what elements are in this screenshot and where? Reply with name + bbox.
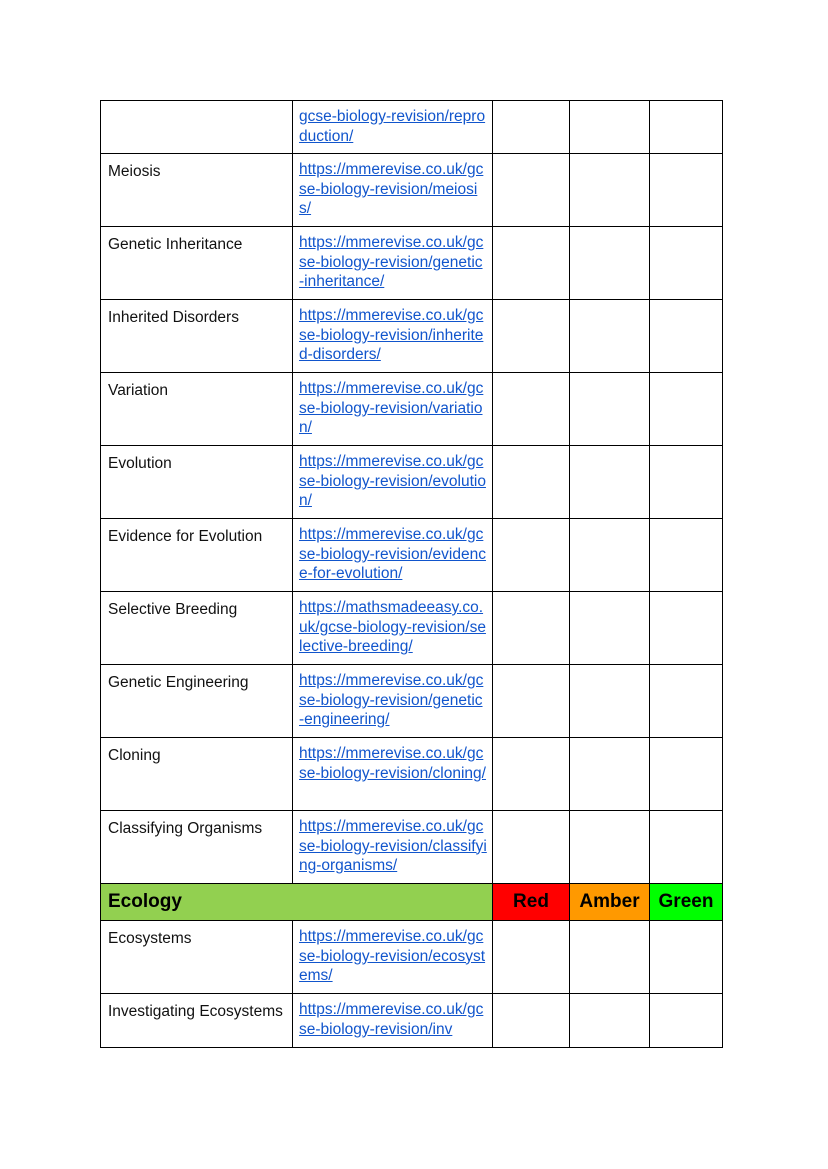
table-row <box>101 227 723 300</box>
rag-cell-red[interactable] <box>493 373 570 446</box>
table-row <box>101 446 723 519</box>
rag-cell-amber[interactable] <box>570 446 650 519</box>
rag-cell-green[interactable] <box>650 101 723 154</box>
table-row <box>101 101 723 154</box>
rag-cell-green[interactable] <box>650 738 723 811</box>
rag-cell-amber[interactable] <box>570 300 650 373</box>
topic-cell: Evidence for Evolution <box>101 519 293 592</box>
section-title: Ecology <box>101 884 493 921</box>
rag-cell-green[interactable] <box>650 300 723 373</box>
rag-cell-amber[interactable] <box>570 811 650 884</box>
resource-link[interactable]: https://mmerevise.co.uk/gcse-biology-revision/ecosystems/ <box>299 928 486 984</box>
rag-cell-red[interactable] <box>493 300 570 373</box>
link-cell <box>293 101 493 154</box>
rag-cell-red[interactable] <box>493 101 570 154</box>
table-row <box>101 300 723 373</box>
resource-link[interactable]: https://mmerevise.co.uk/gcse-biology-revision/cloning/ <box>299 745 486 782</box>
rag-cell-red[interactable] <box>493 154 570 227</box>
rag-cell-red[interactable] <box>493 665 570 738</box>
rag-cell-amber[interactable] <box>570 519 650 592</box>
resource-link[interactable]: gcse-biology-revision/reproduction/ <box>299 108 486 145</box>
link-cell <box>293 154 493 227</box>
rag-cell-green[interactable] <box>650 665 723 738</box>
resource-link[interactable]: https://mmerevise.co.uk/gcse-biology-revision/inv <box>299 1001 484 1038</box>
rag-cell-amber[interactable] <box>570 738 650 811</box>
link-cell <box>293 738 493 811</box>
rag-cell-red[interactable] <box>493 446 570 519</box>
rag-cell-green[interactable] <box>650 154 723 227</box>
link-cell <box>293 446 493 519</box>
rag-cell-red[interactable] <box>493 811 570 884</box>
table-row <box>101 811 723 884</box>
topic-cell: Meiosis <box>101 154 293 227</box>
rag-cell-amber[interactable] <box>570 921 650 994</box>
resource-link[interactable]: https://mathsmadeeasy.co.uk/gcse-biology-revision/selective-breeding/ <box>299 599 486 655</box>
table-row <box>101 665 723 738</box>
rag-cell-green[interactable] <box>650 921 723 994</box>
link-cell <box>293 300 493 373</box>
topic-cell: Variation <box>101 373 293 446</box>
table-row <box>101 519 723 592</box>
topic-cell: Ecosystems <box>101 921 293 994</box>
table-row <box>101 592 723 665</box>
resource-link[interactable]: https://mmerevise.co.uk/gcse-biology-revision/classifying-organisms/ <box>299 818 487 874</box>
rag-header-red: Red <box>493 884 570 921</box>
resource-link[interactable]: https://mmerevise.co.uk/gcse-biology-revision/meiosis/ <box>299 161 484 217</box>
rag-cell-red[interactable] <box>493 227 570 300</box>
rag-cell-green[interactable] <box>650 519 723 592</box>
topic-cell: Investigating Ecosystems <box>101 994 293 1048</box>
rag-cell-amber[interactable] <box>570 665 650 738</box>
rag-cell-red[interactable] <box>493 994 570 1048</box>
rag-cell-amber[interactable] <box>570 101 650 154</box>
table-row <box>101 154 723 227</box>
rag-header-green: Green <box>650 884 723 921</box>
resource-link[interactable]: https://mmerevise.co.uk/gcse-biology-revision/inherited-disorders/ <box>299 307 484 363</box>
topic-cell: Inherited Disorders <box>101 300 293 373</box>
link-cell <box>293 227 493 300</box>
table-row <box>101 373 723 446</box>
topic-cell: Classifying Organisms <box>101 811 293 884</box>
table-row <box>101 738 723 811</box>
table-row <box>101 921 723 994</box>
topic-cell <box>101 101 293 154</box>
link-cell <box>293 519 493 592</box>
section-header-row <box>101 884 723 921</box>
resource-link[interactable]: https://mmerevise.co.uk/gcse-biology-revision/variation/ <box>299 380 484 436</box>
table-row <box>101 994 723 1048</box>
rag-header-amber: Amber <box>570 884 650 921</box>
link-cell <box>293 373 493 446</box>
link-cell <box>293 811 493 884</box>
link-cell <box>293 921 493 994</box>
link-cell <box>293 665 493 738</box>
link-cell <box>293 994 493 1048</box>
topic-cell: Selective Breeding <box>101 592 293 665</box>
rag-cell-amber[interactable] <box>570 994 650 1048</box>
rag-cell-green[interactable] <box>650 446 723 519</box>
rag-cell-red[interactable] <box>493 921 570 994</box>
rag-cell-amber[interactable] <box>570 154 650 227</box>
rag-cell-amber[interactable] <box>570 592 650 665</box>
rag-cell-green[interactable] <box>650 811 723 884</box>
resource-link[interactable]: https://mmerevise.co.uk/gcse-biology-revision/evidence-for-evolution/ <box>299 526 486 582</box>
rag-cell-green[interactable] <box>650 227 723 300</box>
rag-cell-amber[interactable] <box>570 373 650 446</box>
rag-cell-red[interactable] <box>493 592 570 665</box>
topic-cell: Genetic Engineering <box>101 665 293 738</box>
rag-cell-amber[interactable] <box>570 227 650 300</box>
rag-cell-green[interactable] <box>650 994 723 1048</box>
rag-cell-red[interactable] <box>493 519 570 592</box>
topic-cell: Cloning <box>101 738 293 811</box>
resource-link[interactable]: https://mmerevise.co.uk/gcse-biology-revision/evolution/ <box>299 453 486 509</box>
resource-link[interactable]: https://mmerevise.co.uk/gcse-biology-revision/genetic-inheritance/ <box>299 234 484 290</box>
topic-cell: Evolution <box>101 446 293 519</box>
rag-cell-red[interactable] <box>493 738 570 811</box>
resource-link[interactable]: https://mmerevise.co.uk/gcse-biology-revision/genetic-engineering/ <box>299 672 484 728</box>
rag-cell-green[interactable] <box>650 592 723 665</box>
rag-cell-green[interactable] <box>650 373 723 446</box>
topic-cell: Genetic Inheritance <box>101 227 293 300</box>
link-cell <box>293 592 493 665</box>
revision-checklist-table <box>100 100 723 1048</box>
